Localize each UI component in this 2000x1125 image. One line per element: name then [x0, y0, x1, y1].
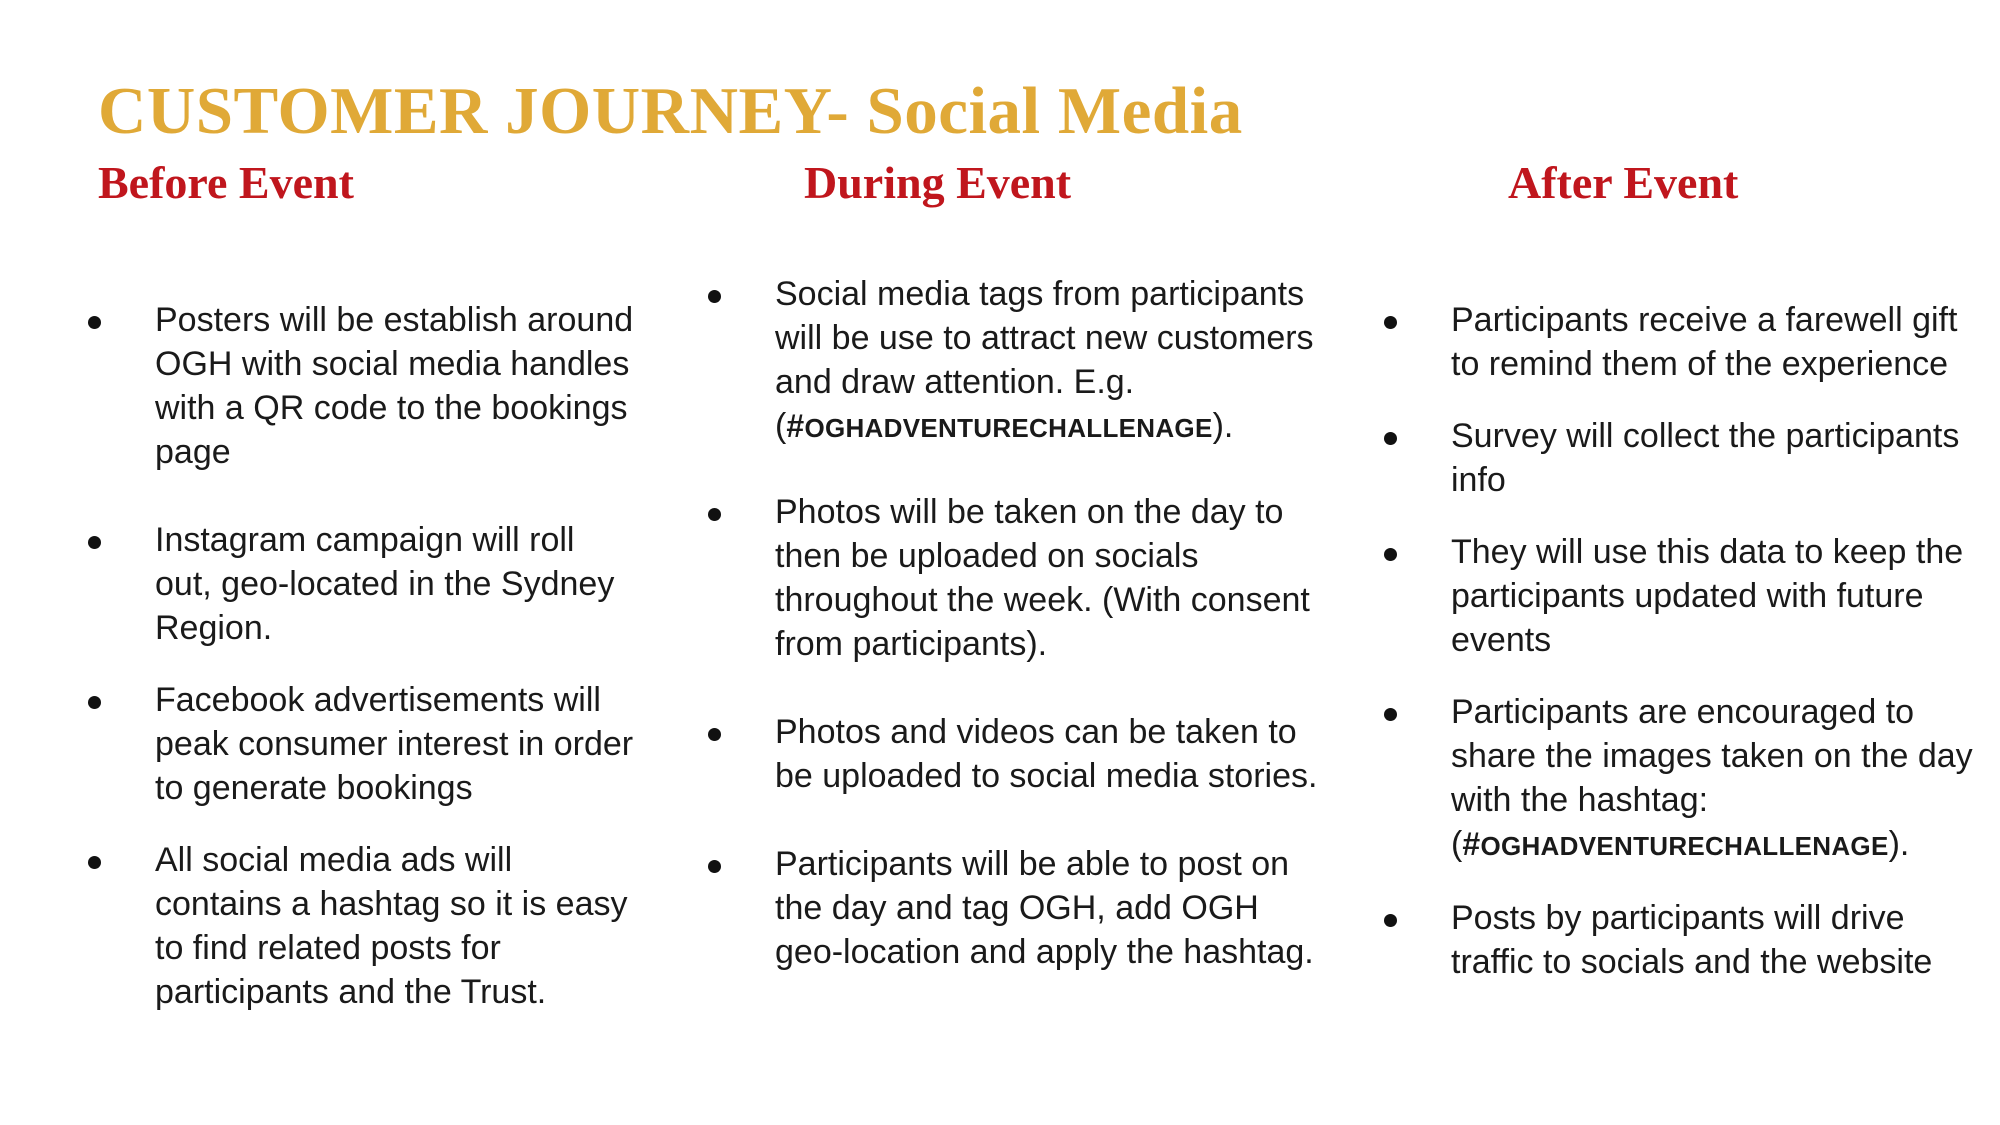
list-item: [80, 298, 640, 474]
list-item-text: Instagram campaign will roll out, geo-located in the Sydney Region.: [155, 521, 615, 647]
list-item-text: Photos and videos can be taken to be uploaded to social media stories.: [775, 713, 1318, 795]
bullet-icon: [708, 860, 721, 873]
list-item-text: Survey will collect the participants info: [1451, 417, 1960, 499]
list-item-text: Photos will be taken on the day to then be uploaded on socials throughout the week. (With consent from participants).: [775, 493, 1310, 663]
bullet-icon: [708, 728, 721, 741]
list-item-text: Participants receive a farewell gift to remind them of the experience: [1451, 301, 1958, 383]
hashtag-open-paren: (: [1451, 825, 1463, 863]
list-item: [1376, 690, 1976, 868]
bullet-icon: [88, 696, 101, 709]
list-item: [1376, 530, 1976, 662]
during-event-heading: During Event: [804, 157, 1072, 208]
bullet-icon: [1384, 316, 1397, 329]
bullet-icon: [1384, 432, 1397, 445]
bullet-icon: [88, 856, 101, 869]
list-item: [700, 842, 1320, 974]
list-item-text: Participants are encouraged to share the images taken on the day with the hashtag:: [1451, 693, 1973, 819]
list-item-text: Participants will be able to post on the day and tag OGH, add OGH geo-location and apply the hashtag.: [775, 845, 1314, 971]
before-event-list: [80, 298, 640, 1014]
bullet-icon: [1384, 914, 1397, 927]
list-item-text: All social media ads will contains a hashtag so it is easy to find related posts for participants and the Trust.: [155, 841, 628, 1011]
hashtag-open-paren: (: [775, 407, 787, 445]
list-item: [700, 272, 1320, 450]
hashtag-close-paren: ).: [1888, 825, 1910, 863]
during-event-list: [700, 272, 1320, 974]
after-event-list: [1376, 298, 1976, 984]
list-item: [1376, 896, 1976, 984]
list-item-text: They will use this data to keep the participants updated with future events: [1451, 533, 1964, 659]
list-item: [1376, 298, 1976, 386]
bullet-icon: [708, 508, 721, 521]
hashtag-symbol: #: [786, 408, 805, 444]
after-event-heading: After Event: [1508, 157, 1739, 208]
bullet-icon: [1384, 548, 1397, 561]
list-item: [1376, 414, 1976, 502]
hashtag-symbol: #: [1462, 826, 1481, 862]
list-item: [80, 678, 640, 810]
bullet-icon: [708, 290, 721, 303]
bullet-icon: [88, 316, 101, 329]
list-item-text: Facebook advertisements will peak consumer interest in order to generate bookings: [155, 681, 634, 807]
slide-title: CUSTOMER JOURNEY- Social Media: [98, 74, 1243, 148]
list-item: [80, 518, 640, 650]
hashtag: [1462, 826, 1889, 862]
hashtag-word: OGHADVENTURECHALLENAGE: [804, 413, 1213, 443]
bullet-icon: [88, 536, 101, 549]
list-item: [700, 490, 1320, 666]
list-item-text: Posts by participants will drive traffic to socials and the website: [1451, 899, 1933, 981]
hashtag-close-paren: ).: [1212, 407, 1234, 445]
list-item: [80, 838, 640, 1014]
bullet-icon: [1384, 708, 1397, 721]
hashtag: [786, 408, 1213, 444]
list-item: [700, 710, 1320, 798]
list-item-text: Posters will be establish around OGH with social media handles with a QR code to the bookings page: [155, 301, 634, 471]
before-event-heading: Before Event: [98, 157, 354, 208]
list-item-text: Social media tags from participants will be use to attract new customers and draw attention. E.g.: [775, 275, 1314, 401]
hashtag-word: OGHADVENTURECHALLENAGE: [1480, 831, 1889, 861]
